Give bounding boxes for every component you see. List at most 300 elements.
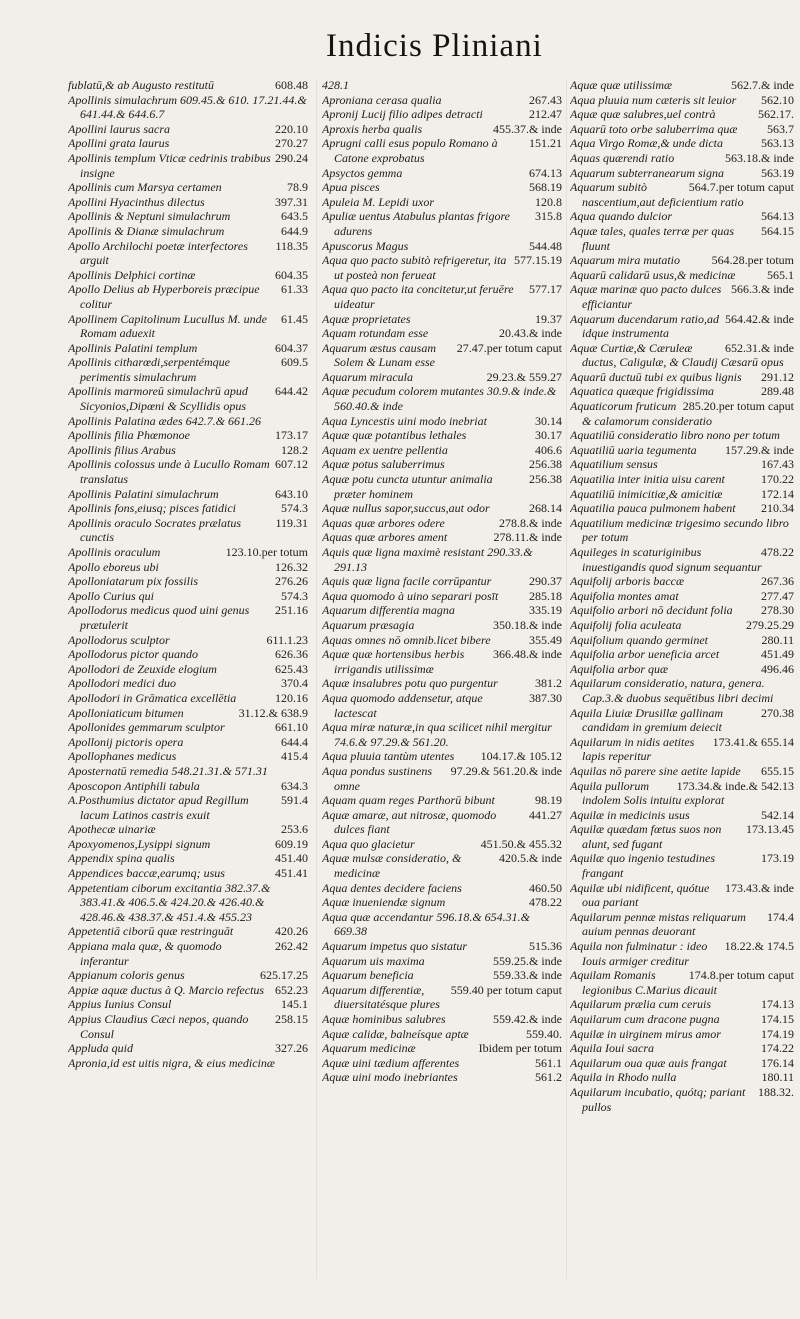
- entry-text: Aquæ uini modo inebriantes: [322, 1070, 458, 1085]
- entry-text: Apollonides gemmarum sculptor: [68, 720, 225, 735]
- index-entry: [322, 691, 562, 720]
- entry-text: Aqua quomodo à uino separari posīt: [322, 588, 499, 603]
- entry-reference: 278.11.& inde: [493, 530, 562, 545]
- entry-reference: 455.37.& inde: [493, 121, 562, 136]
- index-entry: [68, 851, 308, 866]
- entry-reference: 397.31: [275, 194, 308, 209]
- index-entry: [570, 209, 794, 224]
- entry-text: Aproxis herba qualis: [322, 121, 423, 136]
- entry-text: 428.1: [322, 78, 349, 92]
- entry-text: Aquatiliū consideratio libro nono per totum: [570, 428, 780, 443]
- entry-reference: 173.13.45: [746, 822, 794, 837]
- entry-reference: 97.29.& 561.20.& inde: [450, 763, 562, 778]
- entry-text: Apollo Archilochi poetæ interfectores arguit: [68, 238, 248, 268]
- index-entry: [68, 501, 308, 516]
- index-entry: [570, 574, 794, 589]
- entry-text: Apolloniatarum pix fossilis: [68, 574, 199, 589]
- entry-reference: 542.14: [761, 807, 794, 822]
- entry-text: Apollodori in Grāmatica excellētia: [68, 690, 237, 705]
- entry-text: Appius Claudius Cæci nepos, quando Consul: [68, 1012, 249, 1041]
- entry-text: Aquas omnes nō omnib.licet bibere: [322, 632, 491, 647]
- entry-reference: 290.24: [275, 150, 308, 165]
- entry-text: Aquatilium sensus: [570, 457, 658, 472]
- index-entry: [322, 443, 562, 458]
- index-entry: [322, 93, 562, 108]
- index-entry: [68, 720, 308, 735]
- index-entry: [322, 910, 562, 939]
- index-entry: [570, 706, 794, 735]
- entry-reference: 478.22: [529, 895, 562, 910]
- entry-reference: 174.22: [761, 1041, 794, 1056]
- entry-reference: 626.36: [275, 647, 308, 662]
- entry-reference: 577.17: [529, 282, 562, 297]
- entry-reference: 145.1: [281, 997, 308, 1012]
- index-entry: [570, 399, 794, 428]
- index-entry: [322, 326, 562, 341]
- entry-text: Apollophanes medicus: [68, 749, 177, 764]
- entry-text: Aquila Ioui sacra: [570, 1041, 654, 1056]
- entry-text: Aquilarum cum dracone pugna: [570, 1012, 720, 1026]
- index-entry: [68, 1012, 308, 1041]
- entry-text: Apollinem Capitolinum Lucullus M. unde Romam aduexit: [68, 311, 267, 341]
- entry-reference: 562.17.: [758, 107, 794, 122]
- entry-text: Appiæ aquæ ductus à Q. Marcio refectus: [68, 982, 265, 997]
- entry-reference: 176.14: [761, 1055, 794, 1070]
- entry-reference: 174.8.per totum caput: [688, 968, 794, 983]
- entry-text: Aquis quæ ligna facile corrūpantur: [322, 574, 492, 589]
- entry-text: Aprugni calli esus populo Romano à Catone exprobatus: [322, 136, 498, 165]
- index-entry: [570, 662, 794, 677]
- entry-reference: 515.36: [529, 939, 562, 954]
- entry-text: Apollodori de Zeuxide elogium: [68, 661, 217, 676]
- index-entry: [322, 1027, 562, 1042]
- entry-reference: 609.19: [275, 836, 308, 851]
- entry-text: Aquarum mira mutatio: [570, 253, 681, 268]
- entry-text: Aquilam Romanis legionibus C.Marius dicauit: [570, 968, 717, 997]
- entry-text: Apolloniaticum bitumen: [68, 705, 184, 720]
- entry-reference: 674.13: [529, 165, 562, 180]
- entry-text: Apollinis simulachrum 609.45.& 610. 17.21.44.& 641.44.& 644.6.7: [68, 92, 307, 122]
- entry-reference: 104.17.& 105.12: [480, 749, 562, 764]
- entry-text: Appetentiā ciborū quæ restringuāt: [68, 924, 234, 939]
- entry-reference: 406.6: [535, 442, 562, 457]
- entry-text: Aquilarum prælia cum ceruis: [570, 997, 711, 1012]
- entry-reference: 258.15: [275, 1012, 308, 1026]
- index-entry: [570, 545, 794, 574]
- entry-reference: 220.10: [275, 121, 308, 136]
- entry-text: Apsyctos gemma: [322, 165, 403, 180]
- index-entry: [570, 341, 794, 370]
- entry-text: Aquæ hominibus salubres: [322, 1012, 446, 1026]
- index-entry: [68, 312, 308, 341]
- index-entry: [68, 180, 308, 195]
- entry-text: Aquæ calidæ, balneísque aptæ: [322, 1026, 469, 1041]
- index-entry: [570, 93, 794, 108]
- index-entry: [68, 706, 308, 721]
- entry-reference: 604.37: [275, 340, 308, 355]
- index-entry: [570, 603, 794, 618]
- index-entry: [322, 589, 562, 604]
- entry-reference: 291.12: [761, 369, 794, 384]
- entry-text: Aquilarum incubatio, quótq; pariant pullos: [570, 1084, 746, 1114]
- index-entry: [322, 370, 562, 385]
- entry-reference: 18.22.& 174.5: [724, 939, 794, 954]
- entry-text: Aquifolij folia aculeata: [570, 617, 682, 632]
- index-entry: [68, 414, 308, 429]
- entry-reference: 267.43: [529, 92, 562, 107]
- index-entry: [68, 341, 308, 356]
- entry-reference: 267.36: [761, 574, 794, 589]
- entry-text: Aquilarum oua quæ auis frangat: [570, 1055, 727, 1070]
- index-entry: [322, 793, 562, 808]
- entry-reference: 173.17: [275, 428, 308, 443]
- index-entry: [570, 107, 794, 122]
- index-entry: [68, 647, 308, 662]
- entry-text: Aquarum subitò nascentium,aut deficientium ratio: [570, 180, 744, 209]
- entry-reference: 564.15: [761, 223, 794, 238]
- entry-text: Aquas quæ arbores odere: [322, 515, 445, 530]
- entry-reference: 577.15.19: [514, 253, 562, 268]
- entry-text: Apollodorus pictor quando: [68, 647, 199, 662]
- index-entry: [322, 414, 562, 429]
- entry-reference: 563.19: [761, 165, 794, 180]
- entry-text: Aquæ uini tædium afferentes: [322, 1055, 460, 1070]
- index-entry: [570, 472, 794, 487]
- entry-text: Appianum coloris genus: [68, 968, 185, 983]
- entry-reference: 564.13: [761, 209, 794, 224]
- index-entry: [322, 312, 562, 327]
- index-entry: [570, 647, 794, 662]
- index-entry: [68, 1056, 308, 1071]
- column-separator: [316, 80, 317, 1279]
- entry-reference: 119.31: [275, 515, 308, 530]
- entry-text: Aquarum impetus quo sistatur: [322, 939, 468, 954]
- index-entry: [570, 822, 794, 851]
- entry-text: Aquam rotundam esse: [322, 326, 429, 341]
- entry-reference: 563.13: [761, 136, 794, 151]
- entry-text: Aquarum differentia magna: [322, 603, 455, 618]
- entry-reference: 574.3: [281, 588, 308, 603]
- index-entry: [322, 954, 562, 969]
- index-entry: [570, 443, 794, 458]
- entry-reference: 559.40 per totum caput: [450, 982, 562, 997]
- entry-text: Aquila Liuiæ Drusillæ gallinam candidam in gremium deiecit: [570, 705, 724, 735]
- index-entry: [322, 166, 562, 181]
- entry-text: Aquilæ in medicinis usus: [570, 807, 690, 822]
- entry-reference: 562.7.& inde: [731, 78, 794, 92]
- entry-reference: 652.31.& inde: [725, 340, 794, 355]
- entry-reference: 562.10: [761, 92, 794, 107]
- entry-text: Apollini laurus sacra: [68, 121, 171, 136]
- entry-reference: 496.46: [761, 661, 794, 676]
- entry-reference: 270.27: [275, 136, 308, 151]
- entry-reference: 451.40: [275, 851, 308, 866]
- entry-text: Aquila pullorum indolem Solis intuitu explorat: [570, 778, 725, 808]
- entry-reference: 625.17.25: [260, 968, 308, 983]
- entry-text: Apuleia M. Lepidi uxor: [322, 194, 434, 209]
- index-entry: [570, 1041, 794, 1056]
- index-entry: [68, 676, 308, 691]
- entry-reference: 565.1: [767, 267, 794, 282]
- page-title: Indicis Pliniani: [326, 28, 543, 64]
- entry-reference: 19.37: [535, 311, 562, 326]
- index-entry: [322, 1056, 562, 1071]
- entry-text: Aquæ quæ hortensibus herbis irrigandis utilissimæ: [322, 647, 465, 676]
- entry-reference: 270.38: [761, 705, 794, 720]
- entry-text: Aqua quo pacto ita concitetur,ut feruēre uideatur: [322, 282, 514, 311]
- index-entry: [322, 107, 562, 122]
- index-entry: [322, 1041, 562, 1056]
- entry-reference: 460.50: [529, 880, 562, 895]
- index-entry: [322, 472, 562, 501]
- entry-reference: 591.4: [281, 793, 308, 808]
- entry-reference: 180.11: [761, 1070, 794, 1085]
- entry-reference: 661.10: [275, 720, 308, 735]
- index-entry: [570, 268, 794, 283]
- index-entry: [68, 487, 308, 502]
- entry-text: Apollonij pictoris opera: [68, 734, 184, 749]
- entry-text: Aquarum medicinæ: [322, 1041, 416, 1056]
- index-entry: [322, 983, 562, 1012]
- entry-text: Apua pisces: [322, 180, 380, 195]
- index-entry: [570, 282, 794, 311]
- entry-text: Aquæ amaræ, aut nitrosæ, quomodo dulces fiant: [322, 807, 497, 837]
- entry-text: Apothecæ uinariæ: [68, 822, 156, 837]
- index-entry: [322, 253, 562, 282]
- index-entry: [570, 968, 794, 997]
- entry-text: Apollini grata laurus: [68, 136, 170, 151]
- entry-reference: 172.14: [761, 486, 794, 501]
- entry-reference: 256.38: [529, 472, 562, 487]
- entry-reference: 29.23.& 559.27: [486, 369, 562, 384]
- entry-reference: 350.18.& inde: [493, 617, 562, 632]
- entry-text: Aproniana cerasa qualia: [322, 92, 442, 107]
- entry-reference: 126.32: [275, 559, 308, 574]
- entry-reference: 643.5: [281, 209, 308, 224]
- entry-text: Apollinis oraculo Socrates prælatus cunctis: [68, 515, 242, 545]
- entry-text: Apuliæ uentus Atabulus plantas frigore adurens: [322, 209, 511, 238]
- index-entry: [68, 603, 308, 632]
- index-column-2: [322, 78, 562, 1085]
- index-entry: [68, 633, 308, 648]
- entry-reference: 559.33.& inde: [493, 968, 562, 983]
- entry-text: Aquæ potus saluberrimus: [322, 457, 445, 472]
- entry-text: Aquilæ ubi nidificent, quótue oua pariant: [570, 880, 710, 910]
- entry-reference: 574.3: [281, 501, 308, 516]
- entry-reference: 289.48: [761, 384, 794, 399]
- index-entry: [322, 1070, 562, 1085]
- index-entry: [570, 997, 794, 1012]
- index-entry: [322, 530, 562, 545]
- entry-text: Apoxyomenos,Lysippi signum: [68, 836, 211, 851]
- index-entry: [570, 764, 794, 779]
- entry-text: Aquæ insalubres potu quo purgentur: [322, 676, 498, 691]
- entry-text: Apollinis colossus unde à Lucullo Romam translatus: [68, 457, 270, 487]
- index-entry: [570, 1012, 794, 1027]
- index-entry: [68, 837, 308, 852]
- index-entry: [570, 939, 794, 968]
- entry-text: Apollinis filius Arabus: [68, 442, 176, 457]
- index-entry: [322, 647, 562, 676]
- entry-text: Aqua dentes decidere faciens: [322, 880, 462, 895]
- entry-reference: 27.47.per totum caput: [456, 340, 562, 355]
- entry-text: Apollinis citharœdi,serpentémque perimentis simulachrum: [68, 355, 230, 384]
- index-entry: [570, 312, 794, 341]
- entry-reference: 563.18.& inde: [725, 150, 794, 165]
- entry-text: Aquæ quæ potantibus lethales: [322, 428, 467, 443]
- index-entry: [570, 457, 794, 472]
- index-entry: [322, 633, 562, 648]
- index-entry: [68, 560, 308, 575]
- entry-text: Aqua pluuia tantùm utentes: [322, 749, 455, 764]
- entry-text: Apollodorus sculptor: [68, 632, 170, 647]
- index-entry: [68, 195, 308, 210]
- entry-text: Apollinis Palatini simulachrum: [68, 486, 219, 501]
- index-entry: [570, 735, 794, 764]
- index-entry: [322, 851, 562, 880]
- entry-text: Aquæ quæ salubres,uel contrà: [570, 107, 716, 122]
- entry-text: Appendix spina qualis: [68, 851, 175, 866]
- entry-text: Apollo eboreus ubi: [68, 559, 159, 574]
- entry-text: Aquilarum in nidis aetites lapis reperitur: [570, 734, 695, 764]
- entry-reference: 253.6: [281, 822, 308, 837]
- entry-reference: 559.25.& inde: [493, 953, 562, 968]
- entry-reference: 280.11: [761, 632, 794, 647]
- entry-reference: 561.2: [535, 1070, 562, 1085]
- index-entry: [68, 793, 308, 822]
- index-entry: [68, 779, 308, 794]
- entry-reference: 420.5.& inde: [499, 851, 562, 866]
- index-entry: [68, 239, 308, 268]
- entry-reference: 441.27: [529, 807, 562, 822]
- entry-reference: 256.38: [529, 457, 562, 472]
- entry-reference: 609.5: [281, 355, 308, 370]
- entry-text: Apollinis templum Vticæ cedrinis trabibus insigne: [68, 150, 271, 180]
- index-entry: [68, 662, 308, 677]
- entry-text: Apollodorus medicus quod uini genus prætulerit: [68, 603, 250, 632]
- entry-reference: 120.8: [535, 194, 562, 209]
- index-entry: [322, 1012, 562, 1027]
- entry-reference: 644.9: [281, 223, 308, 238]
- entry-reference: 128.2: [281, 442, 308, 457]
- index-entry: [68, 968, 308, 983]
- entry-reference: 568.19: [529, 180, 562, 195]
- entry-text: Apronia,id est uitis nigra, & eius medicinæ: [68, 1055, 275, 1070]
- entry-reference: 212.47: [529, 107, 562, 122]
- index-entry: [68, 1041, 308, 1056]
- index-entry: [570, 1085, 794, 1114]
- entry-reference: 561.1: [535, 1055, 562, 1070]
- entry-reference: 655.15: [761, 763, 794, 778]
- index-entry: [68, 735, 308, 750]
- entry-text: Aquæ potu cuncta utuntur animalia præter hominem: [322, 472, 493, 501]
- index-entry: [570, 1027, 794, 1042]
- entry-reference: 387.30: [529, 690, 562, 705]
- entry-text: Apollinis Palatina ædes 642.7.& 661.26: [68, 413, 262, 428]
- index-entry: [68, 443, 308, 458]
- index-entry: [570, 1056, 794, 1071]
- entry-reference: 366.48.& inde: [493, 647, 562, 662]
- entry-text: Aquæ tales, quales terræ per quas fluunt: [570, 223, 734, 253]
- index-entry: [322, 428, 562, 443]
- entry-reference: 327.26: [275, 1041, 308, 1056]
- entry-text: Aquarum beneficia: [322, 968, 414, 983]
- entry-reference: 420.26: [275, 924, 308, 939]
- entry-reference: 559.40.: [526, 1026, 562, 1041]
- entry-text: Aposcopon Antiphili tabula: [68, 778, 200, 793]
- entry-text: Aquilarum pennæ mistas reliquarum auium pennas deuorant: [570, 909, 746, 939]
- entry-reference: 157.29.& inde: [725, 442, 794, 457]
- entry-text: Apuscorus Magus: [322, 238, 409, 253]
- entry-text: Aquarū calidarū usus,& medicinæ: [570, 267, 736, 282]
- index-entry: [68, 282, 308, 311]
- entry-text: Aquatica quæque frigidissima: [570, 384, 714, 399]
- index-entry: [68, 428, 308, 443]
- entry-reference: 285.20.per totum caput: [682, 399, 794, 414]
- index-entry: [570, 851, 794, 880]
- entry-text: Aquæ proprietates: [322, 311, 411, 326]
- entry-reference: 566.3.& inde: [731, 282, 794, 297]
- entry-text: Aqua Virgo Romæ,& unde dicta: [570, 136, 723, 151]
- index-entry: [322, 501, 562, 516]
- entry-text: Aquila in Rhodo nulla: [570, 1070, 677, 1085]
- entry-reference: 123.10.per totum: [225, 545, 308, 559]
- index-entry: [570, 501, 794, 516]
- index-entry: [570, 1070, 794, 1085]
- index-entry: [68, 384, 308, 413]
- index-entry: [570, 487, 794, 502]
- entry-reference: 61.33: [281, 282, 308, 297]
- entry-text: Apollinis cum Marsya certamen: [68, 180, 222, 195]
- entry-reference: 564.7.per totum caput: [688, 180, 794, 195]
- entry-reference: 644.42: [275, 384, 308, 399]
- entry-reference: 607.12: [275, 457, 308, 472]
- entry-text: Aquas quærendi ratio: [570, 150, 675, 165]
- entry-text: Aquatilium medicinæ trigesimo secundo libro per totum: [570, 515, 789, 545]
- entry-reference: 278.8.& inde: [499, 515, 562, 530]
- index-entry: [68, 122, 308, 137]
- entry-reference: 20.43.& inde: [499, 326, 562, 341]
- entry-reference: 355.49: [529, 632, 562, 647]
- index-entry: [322, 574, 562, 589]
- index-entry: [68, 924, 308, 939]
- entry-text: Aquæ quæ utilissimæ: [570, 78, 673, 92]
- entry-text: Aquarum uis maxima: [322, 953, 425, 968]
- index-entry: [322, 764, 562, 793]
- index-entry: [68, 151, 308, 180]
- entry-text: Aqua quando dulcior: [570, 209, 672, 224]
- entry-text: Aquilæ quo ingenio testudines frangant: [570, 851, 715, 881]
- index-entry: [570, 166, 794, 181]
- entry-text: Aqua quo glacietur: [322, 836, 415, 851]
- index-entry: [570, 122, 794, 137]
- entry-text: A.Posthumius dictator apud Regillum lacum Latinos castris exuit: [68, 793, 249, 822]
- entry-text: Aquarum miracula: [322, 369, 413, 384]
- entry-text: Aquæ nullus sapor,succus,aut odor: [322, 501, 490, 516]
- entry-reference: 370.4: [281, 676, 308, 691]
- index-entry: [68, 136, 308, 151]
- index-entry: [322, 516, 562, 531]
- entry-reference: 625.43: [275, 661, 308, 676]
- index-entry: [322, 808, 562, 837]
- entry-reference: 31.12.& 638.9: [238, 705, 308, 720]
- index-entry: [68, 939, 308, 968]
- entry-text: Aquifolij arboris baccæ: [570, 574, 684, 589]
- index-entry: [570, 370, 794, 385]
- entry-text: Apollo Curius qui: [68, 588, 155, 603]
- entry-text: Aquilas nō parere sine aetite lapide: [570, 763, 741, 778]
- index-entry: [322, 895, 562, 910]
